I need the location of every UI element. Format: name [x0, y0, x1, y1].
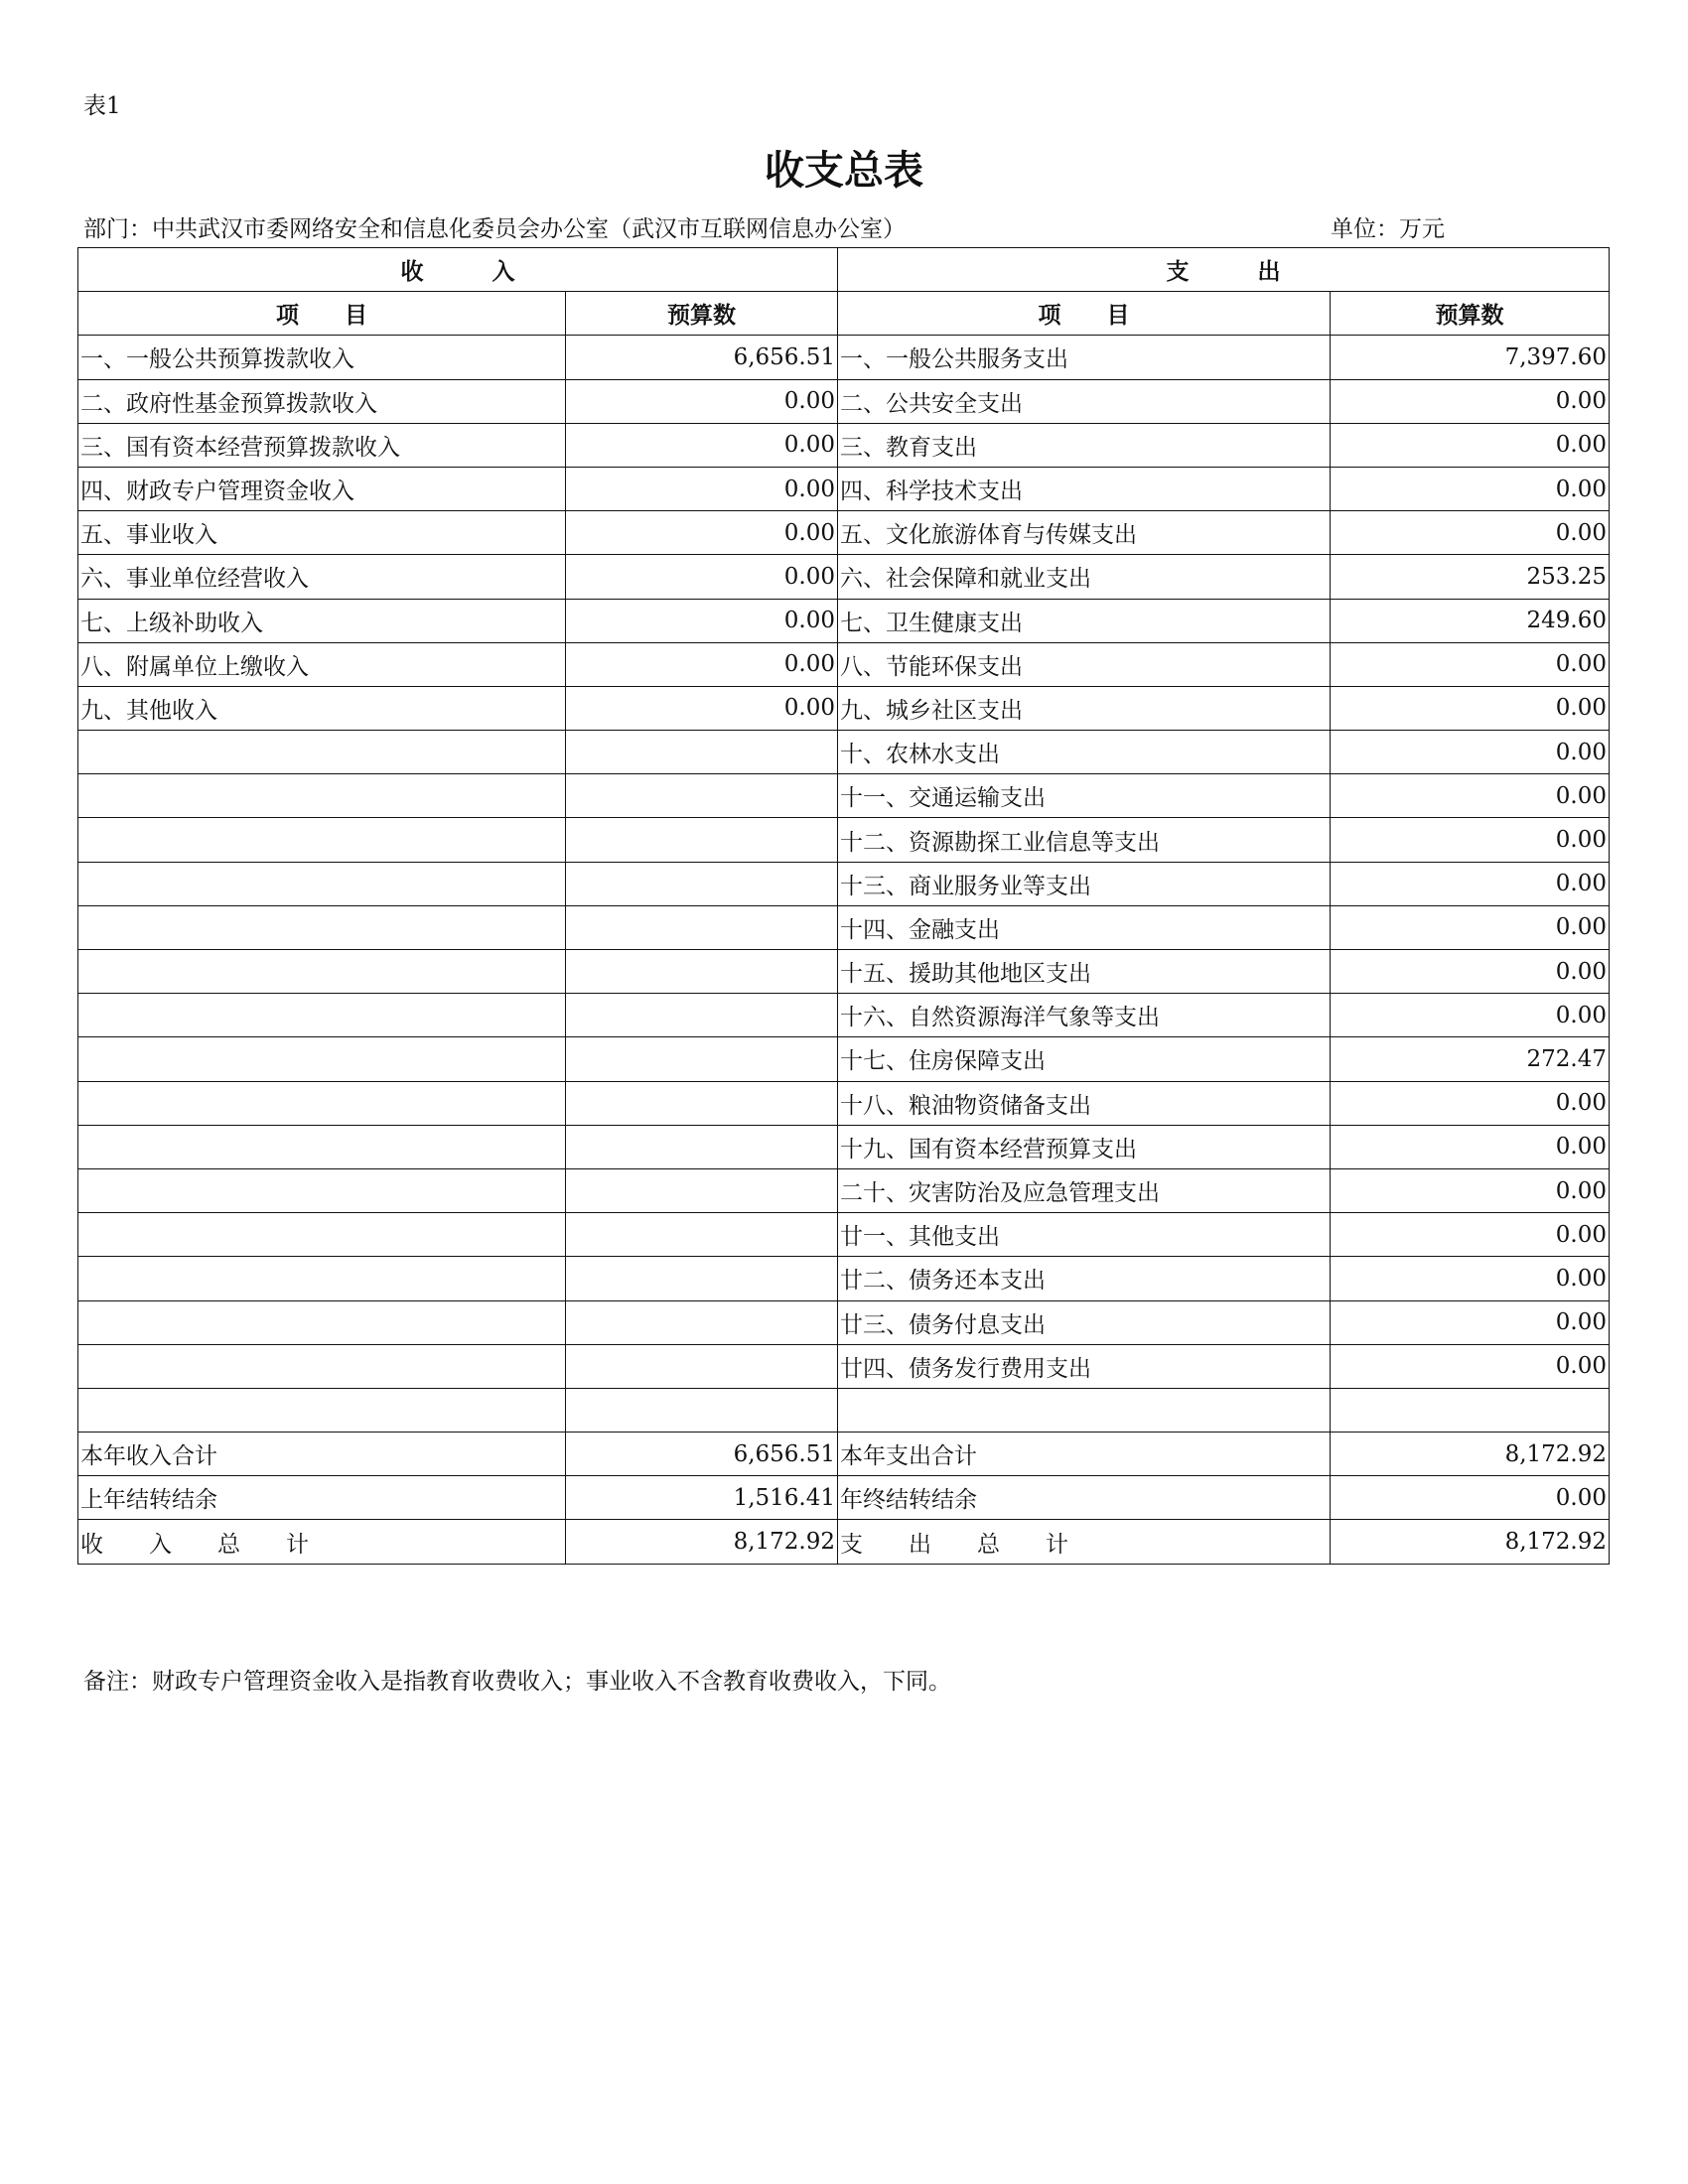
expense-item-cell: 十八、粮油物资储备支出 — [838, 1081, 1331, 1125]
income-budget-cell: 8,172.92 — [566, 1520, 838, 1564]
income-item-cell — [78, 1037, 566, 1081]
expense-budget-cell: 0.00 — [1331, 379, 1610, 423]
income-item-cell — [78, 1125, 566, 1168]
table-row — [78, 1125, 1610, 1168]
table-row — [78, 1168, 1610, 1212]
expense-section-header: 支 出 — [838, 248, 1610, 292]
expense-item-cell: 十五、援助其他地区支出 — [838, 950, 1331, 994]
income-budget-cell — [566, 1388, 838, 1432]
income-item-cell: 九、其他收入 — [78, 686, 566, 730]
income-item-cell — [78, 731, 566, 774]
table-row — [78, 1081, 1610, 1125]
expense-budget-cell: 0.00 — [1331, 1257, 1610, 1300]
income-budget-cell — [566, 731, 838, 774]
income-item-cell: 一、一般公共预算拨款收入 — [78, 336, 566, 379]
expense-budget-cell: 0.00 — [1331, 1168, 1610, 1212]
table-row — [78, 731, 1610, 774]
income-item-cell — [78, 1081, 566, 1125]
table-row — [78, 818, 1610, 862]
income-budget-cell: 0.00 — [566, 599, 838, 642]
footnote: 备注：财政专户管理资金收入是指教育收费收入；事业收入不含教育收费收入，下同。 — [83, 1669, 951, 1695]
income-budget-cell — [566, 1213, 838, 1257]
income-item-cell — [78, 818, 566, 862]
expense-budget-header: 预算数 — [1331, 292, 1610, 336]
table-row — [78, 336, 1610, 379]
expense-budget-cell: 253.25 — [1331, 555, 1610, 599]
income-section-header: 收 入 — [78, 248, 838, 292]
table-row — [78, 1476, 1610, 1520]
income-item-cell: 二、政府性基金预算拨款收入 — [78, 379, 566, 423]
income-budget-cell — [566, 1300, 838, 1344]
income-item-cell: 八、附属单位上缴收入 — [78, 642, 566, 686]
income-budget-cell — [566, 1081, 838, 1125]
income-item-cell — [78, 1213, 566, 1257]
expense-item-cell: 十一、交通运输支出 — [838, 774, 1331, 818]
income-budget-cell: 0.00 — [566, 511, 838, 555]
table-row — [78, 686, 1610, 730]
expense-budget-cell: 8,172.92 — [1331, 1520, 1610, 1564]
expense-budget-cell: 0.00 — [1331, 1213, 1610, 1257]
expense-budget-cell: 0.00 — [1331, 467, 1610, 510]
income-budget-cell: 1,516.41 — [566, 1476, 838, 1520]
income-item-cell — [78, 1168, 566, 1212]
expense-budget-cell: 0.00 — [1331, 1476, 1610, 1520]
expense-item-cell: 十九、国有资本经营预算支出 — [838, 1125, 1331, 1168]
income-budget-cell — [566, 1037, 838, 1081]
table-number: 表1 — [83, 93, 121, 119]
expense-budget-cell: 0.00 — [1331, 950, 1610, 994]
expense-item-cell: 二、公共安全支出 — [838, 379, 1331, 423]
income-budget-header: 预算数 — [566, 292, 838, 336]
income-budget-cell: 0.00 — [566, 555, 838, 599]
income-item-cell — [78, 994, 566, 1037]
expense-budget-cell: 0.00 — [1331, 1300, 1610, 1344]
expense-item-cell: 十二、资源勘探工业信息等支出 — [838, 818, 1331, 862]
section-header-row — [78, 248, 1610, 292]
income-item-cell — [78, 774, 566, 818]
income-budget-cell — [566, 950, 838, 994]
expense-item-cell: 三、教育支出 — [838, 423, 1331, 467]
expense-budget-cell: 7,397.60 — [1331, 336, 1610, 379]
expense-item-cell: 廿四、债务发行费用支出 — [838, 1344, 1331, 1388]
income-budget-cell — [566, 818, 838, 862]
table-row — [78, 950, 1610, 994]
income-item-cell: 四、财政专户管理资金收入 — [78, 467, 566, 510]
table-row — [78, 1433, 1610, 1476]
table-row — [78, 379, 1610, 423]
income-item-cell — [78, 950, 566, 994]
income-budget-cell: 6,656.51 — [566, 1433, 838, 1476]
table-row — [78, 511, 1610, 555]
table-row — [78, 423, 1610, 467]
table-row — [78, 555, 1610, 599]
expense-item-cell: 一、一般公共服务支出 — [838, 336, 1331, 379]
table-row — [78, 1344, 1610, 1388]
expense-item-cell: 廿三、债务付息支出 — [838, 1300, 1331, 1344]
income-item-cell: 本年收入合计 — [78, 1433, 566, 1476]
income-budget-cell — [566, 1168, 838, 1212]
expense-item-cell: 支 出 总 计 — [838, 1520, 1331, 1564]
income-item-cell: 六、事业单位经营收入 — [78, 555, 566, 599]
expense-budget-cell: 0.00 — [1331, 994, 1610, 1037]
income-item-cell — [78, 1300, 566, 1344]
expense-budget-cell: 0.00 — [1331, 423, 1610, 467]
expense-item-cell: 廿二、债务还本支出 — [838, 1257, 1331, 1300]
income-budget-cell — [566, 905, 838, 949]
income-budget-cell — [566, 1257, 838, 1300]
expense-budget-cell: 0.00 — [1331, 511, 1610, 555]
income-item-cell — [78, 862, 566, 905]
expense-item-cell: 十六、自然资源海洋气象等支出 — [838, 994, 1331, 1037]
unit-label: 单位：万元 — [1331, 216, 1445, 242]
income-budget-cell: 0.00 — [566, 686, 838, 730]
expense-item-cell: 十、农林水支出 — [838, 731, 1331, 774]
table-row — [78, 1388, 1610, 1432]
income-budget-cell: 0.00 — [566, 423, 838, 467]
table-row — [78, 599, 1610, 642]
expense-budget-cell — [1331, 1388, 1610, 1432]
income-budget-cell — [566, 1344, 838, 1388]
expense-item-cell: 五、文化旅游体育与传媒支出 — [838, 511, 1331, 555]
table-row — [78, 642, 1610, 686]
expense-budget-cell: 0.00 — [1331, 818, 1610, 862]
income-item-cell — [78, 905, 566, 949]
expense-item-header: 项 目 — [838, 292, 1331, 336]
table-row — [78, 994, 1610, 1037]
table-row — [78, 862, 1610, 905]
column-header-row — [78, 292, 1610, 336]
income-budget-cell: 6,656.51 — [566, 336, 838, 379]
income-budget-cell — [566, 1125, 838, 1168]
expense-item-cell: 七、卫生健康支出 — [838, 599, 1331, 642]
table-row — [78, 905, 1610, 949]
page-title: 收支总表 — [765, 148, 923, 194]
expense-budget-cell: 0.00 — [1331, 905, 1610, 949]
table-row — [78, 774, 1610, 818]
expense-item-cell: 九、城乡社区支出 — [838, 686, 1331, 730]
expense-item-cell: 廿一、其他支出 — [838, 1213, 1331, 1257]
expense-budget-cell: 8,172.92 — [1331, 1433, 1610, 1476]
income-budget-cell — [566, 774, 838, 818]
expense-item-cell: 六、社会保障和就业支出 — [838, 555, 1331, 599]
income-item-cell — [78, 1257, 566, 1300]
table-row — [78, 467, 1610, 510]
income-item-cell: 上年结转结余 — [78, 1476, 566, 1520]
income-item-cell — [78, 1344, 566, 1388]
income-budget-cell: 0.00 — [566, 642, 838, 686]
expense-budget-cell: 0.00 — [1331, 1125, 1610, 1168]
expense-budget-cell: 0.00 — [1331, 642, 1610, 686]
expense-item-cell: 本年支出合计 — [838, 1433, 1331, 1476]
income-item-cell: 五、事业收入 — [78, 511, 566, 555]
expense-item-cell: 八、节能环保支出 — [838, 642, 1331, 686]
income-item-cell: 三、国有资本经营预算拨款收入 — [78, 423, 566, 467]
expense-item-cell: 四、科学技术支出 — [838, 467, 1331, 510]
expense-budget-cell: 0.00 — [1331, 862, 1610, 905]
expense-item-cell — [838, 1388, 1331, 1432]
income-budget-cell: 0.00 — [566, 467, 838, 510]
budget-summary-table — [77, 247, 1610, 1565]
expense-item-cell: 十四、金融支出 — [838, 905, 1331, 949]
expense-budget-cell: 0.00 — [1331, 1344, 1610, 1388]
department-label: 部门：中共武汉市委网络安全和信息化委员会办公室（武汉市互联网信息办公室） — [83, 216, 906, 242]
income-budget-cell — [566, 994, 838, 1037]
income-item-cell — [78, 1388, 566, 1432]
table-row — [78, 1213, 1610, 1257]
income-item-header: 项 目 — [78, 292, 566, 336]
income-item-cell: 收 入 总 计 — [78, 1520, 566, 1564]
table-row — [78, 1037, 1610, 1081]
income-item-cell: 七、上级补助收入 — [78, 599, 566, 642]
expense-budget-cell: 0.00 — [1331, 686, 1610, 730]
income-budget-cell: 0.00 — [566, 379, 838, 423]
expense-item-cell: 十七、住房保障支出 — [838, 1037, 1331, 1081]
expense-budget-cell: 0.00 — [1331, 1081, 1610, 1125]
expense-budget-cell: 0.00 — [1331, 774, 1610, 818]
expense-item-cell: 十三、商业服务业等支出 — [838, 862, 1331, 905]
expense-budget-cell: 272.47 — [1331, 1037, 1610, 1081]
expense-budget-cell: 0.00 — [1331, 731, 1610, 774]
income-budget-cell — [566, 862, 838, 905]
expense-item-cell: 年终结转结余 — [838, 1476, 1331, 1520]
expense-item-cell: 二十、灾害防治及应急管理支出 — [838, 1168, 1331, 1212]
table-row — [78, 1520, 1610, 1564]
table-row — [78, 1257, 1610, 1300]
table-row — [78, 1300, 1610, 1344]
expense-budget-cell: 249.60 — [1331, 599, 1610, 642]
